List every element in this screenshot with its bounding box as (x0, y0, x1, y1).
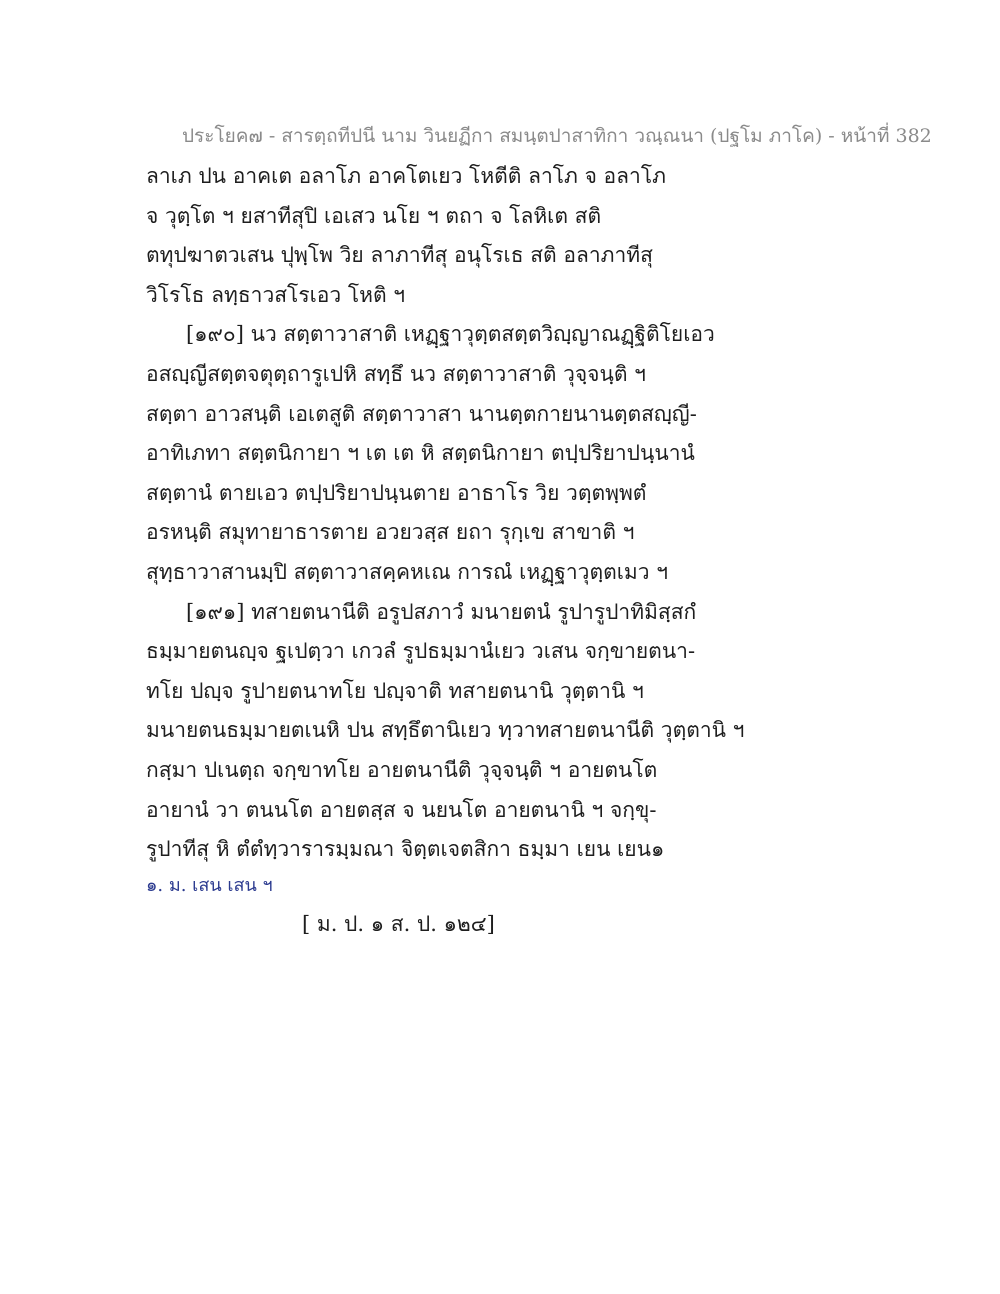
paragraph-start-191: [๑๙๑] ทสายตนานีติ อรูปสภาวํ มนายตนํ รูปารูปาทิมิสฺสกํ (186, 599, 697, 624)
text-line: อสญฺญีสตฺตจตุตฺถารูเปหิ สทฺธึ นว สตฺตาวาสาติ วุจฺจนฺติ ฯ (146, 361, 646, 386)
text-line: อายานํ วา ตนนโต อายตสฺส จ นยนโต อายตนานิ ฯ จกฺขุ- (146, 797, 657, 822)
text-line: รูปาทีสุ หิ ตํตํทฺวารารมฺมณา จิตฺตเจตสิกา ธมฺมา เยน เยน๑ (146, 837, 665, 862)
text-line: วิโรโธ ลทฺธาวสโรเอว โหติ ฯ (146, 282, 406, 307)
body-text (146, 157, 866, 870)
text-line: สตฺตานํ ตายเอว ตปฺปริยาปนฺนตาย อาธาโร วิย วตฺตพฺพตํ (146, 480, 647, 505)
page-reference: [ ม. ป. ๑ ส. ป. ๑๒๔] (302, 912, 495, 936)
text-line: กสฺมา ปเนตฺถ จกฺขาทโย อายตนานีติ วุจฺจนฺติ ฯ อายตนโต (146, 757, 658, 782)
text-line: ลาเภ ปน อาคเต อลาโภ อาคโตเยว โหตีติ ลาโภ จ อลาโภ (146, 164, 666, 188)
text-line: อรหนฺติ สมุทายาธารตาย อวยวสฺส ยถา รุกฺเข สาขาติ ฯ (146, 520, 635, 545)
footnote: ๑. ม. เสน เสน ฯ (146, 875, 273, 896)
text-line: มนายตนธมฺมายตเนหิ ปน สทฺธึตานิเยว ทฺวาทสายตนานีติ วุตฺตานิ ฯ (146, 718, 745, 743)
text-line: ธมฺมายตนญฺจ ฐเปตฺวา เกวลํ รูปธมฺมานํเยว วเสน จกฺขายตนา- (146, 639, 696, 664)
text-line: อาทิเภทา สตฺตนิกายา ฯ เต เต หิ สตฺตนิกายา ตปฺปริยาปนฺนานํ (146, 441, 695, 466)
text-line: สุทฺธาวาสานมฺปิ สตฺตาวาสคฺคหเณ การณํ เหฏฺฐาวุตฺตเมว ฯ (146, 559, 669, 584)
text-line: สตฺตา อาวสนฺติ เอเตสูติ สตฺตาวาสา นานตฺตกายนานตฺตสญฺญี- (146, 401, 697, 426)
running-header: ประโยค๗ - สารตฺถทีปนี นาม วินยฏีกา สมนฺตปาสาทิกา วณฺณนา (ปฐโม ภาโค) - หน้าที่ 382 (182, 125, 932, 147)
paragraph-start-190: [๑๙๐] นว สตฺตาวาสาติ เหฏฺฐาวุตฺตสตฺตวิญฺญาณฏฺฐิติโยเอว (186, 322, 715, 347)
text-line: ตทุปฆาตวเสน ปุพฺโพ วิย ลาภาทีสุ อนุโรเธ สติ อลาภาทีสุ (146, 243, 653, 268)
text-line: จ วุตฺโต ฯ ยสาทีสุปิ เอเสว นโย ฯ ตถา จ โลหิเต สติ (146, 203, 602, 228)
text-line: ทโย ปญฺจ รูปายตนาทโย ปญฺจาติ ทสายตนานิ วุตฺตานิ ฯ (146, 678, 644, 703)
